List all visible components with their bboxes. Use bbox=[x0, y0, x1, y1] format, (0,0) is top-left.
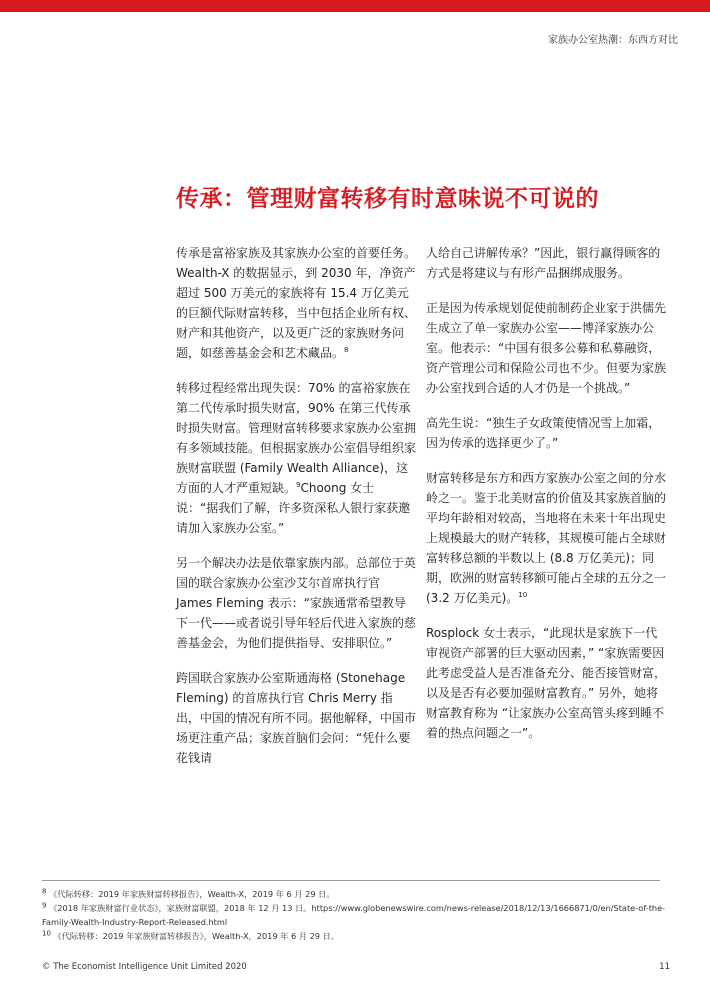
footnote-divider bbox=[42, 880, 660, 881]
footnote: $^{10}$ 《代际转移：2019 年家族财富转移报告》，Wealth-X，2019 年 6 月 29 日。 bbox=[42, 929, 339, 941]
left-column bbox=[176, 243, 416, 783]
page-number: 11 bbox=[659, 962, 670, 972]
paragraph: 跨国联合家族办公室斯通海格 (Stonehage Fleming) 的首席执行官 Chris Merry 指出，中国的情况有所不同。据他解释，中国市场更注重产品；家族首脑们会问：“凭什么要花钱请 bbox=[176, 671, 417, 765]
copyright: © The Economist Intelligence Unit Limited 2020 bbox=[42, 962, 247, 972]
right-column bbox=[426, 243, 666, 758]
top-red-band bbox=[0, 0, 710, 12]
paragraph: Rosplock 女士表示，“此现状是家族下一代审视资产部署的巨大驱动因素，” “家族需要因此考虑受益人是否准备充分、能否接管财富，以及是否有必要加强财富教育。” 另外，她将财富教育称为 “让家族办公室高管头疼到睡不着的热点问题之一”。 bbox=[426, 626, 667, 740]
running-header: 家族办公室热潮：东西方对比 bbox=[548, 35, 678, 46]
paragraph: 高先生说：“独生子女政策使情况雪上加霜，因为传承的选择更少了。” bbox=[426, 416, 661, 450]
footnote-link[interactable]: 《2018 年家族财富行业状态》，家族财富联盟，2018 年 12 月 13 日。https://www.globenewswire.com/news-release/2018/12/13/1666871/0/en/State-of-the-Family-Wealth-Industry-Report-Released.html bbox=[42, 903, 666, 927]
footnote-ref: 8 bbox=[344, 346, 349, 354]
footnote-ref: 10 bbox=[518, 591, 528, 599]
paragraph: 正是因为传承规划促使前制药企业家于洪儒先生成立了单一家族办公室——博泽家族办公室。他表示：“中国有很多公募和私募融资，资产管理公司和保险公司也不少。但要为家族办公室找到合适的人才仍是一个挑战。” bbox=[426, 301, 667, 395]
paragraph: 财富转移是东方和西方家族办公室之间的分水岭之一。鉴于北美财富的价值及其家族首脑的平均年龄相对较高，当地将在未来十年出现史上规模最大的财产转移，其规模可能占全球财富转移总额的半数以上 (8.8 万亿美元)；同期，欧洲的财富转移额可能占全球的五分之一 (3.2 万亿美元)。$^{10}$ bbox=[426, 471, 667, 605]
paragraph: 传承是富裕家族及其家族办公室的首要任务。Wealth-X 的数据显示，到 2030 年，净资产超过 500 万美元的家族将有 15.4 万亿美元的巨额代际财富转移，当中包括企业所有权、财产和其他资产，以及更广泛的家族财务问题，如慈善基金会和艺术藏品。$^8$ bbox=[176, 246, 417, 360]
paragraph: 另一个解决办法是依靠家族内部。总部位于英国的联合家族办公室沙艾尔首席执行官 James Fleming 表示：“家族通常希望教导下一代——或者说引导年轻后代进入家族的慈善基金会，为他们提供指导、安排职位。” bbox=[176, 556, 417, 650]
page-title: 传承：管理财富转移有时意味说不可说的 bbox=[176, 186, 599, 212]
footnote-ref: 9 bbox=[296, 481, 301, 489]
footnote: $^9$ 《2018 年家族财富行业状态》，家族财富联盟，2018 年 12 月 13 日。https://www.globenewswire.com/news-release/2018/12/13/1666871/0/en/State-of-the-Family-Wealth-Industry-Report-Released.html bbox=[42, 901, 666, 927]
footnotes bbox=[42, 887, 672, 943]
footnote: $^8$ 《代际转移：2019 年家族财富转移报告》，Wealth-X，2019 年 6 月 29 日。 bbox=[42, 887, 335, 899]
paragraph: 人给自己讲解传承？”因此，银行赢得顾客的方式是将建议与有形产品捆绑成服务。 bbox=[426, 246, 661, 280]
paragraph: 转移过程经常出现失误：70% 的富裕家族在第二代传承时损失财富，90% 在第三代传承时损失财富。管理财富转移要求家族办公室拥有多领域技能。但根据家族办公室倡导组织家族财富联盟 (Family Wealth Alliance)，这方面的人才严重短缺。$^9$Choong 女士说：“据我们了解，许多资深私人银行家获邀请加入家族办公室。” bbox=[176, 381, 417, 535]
